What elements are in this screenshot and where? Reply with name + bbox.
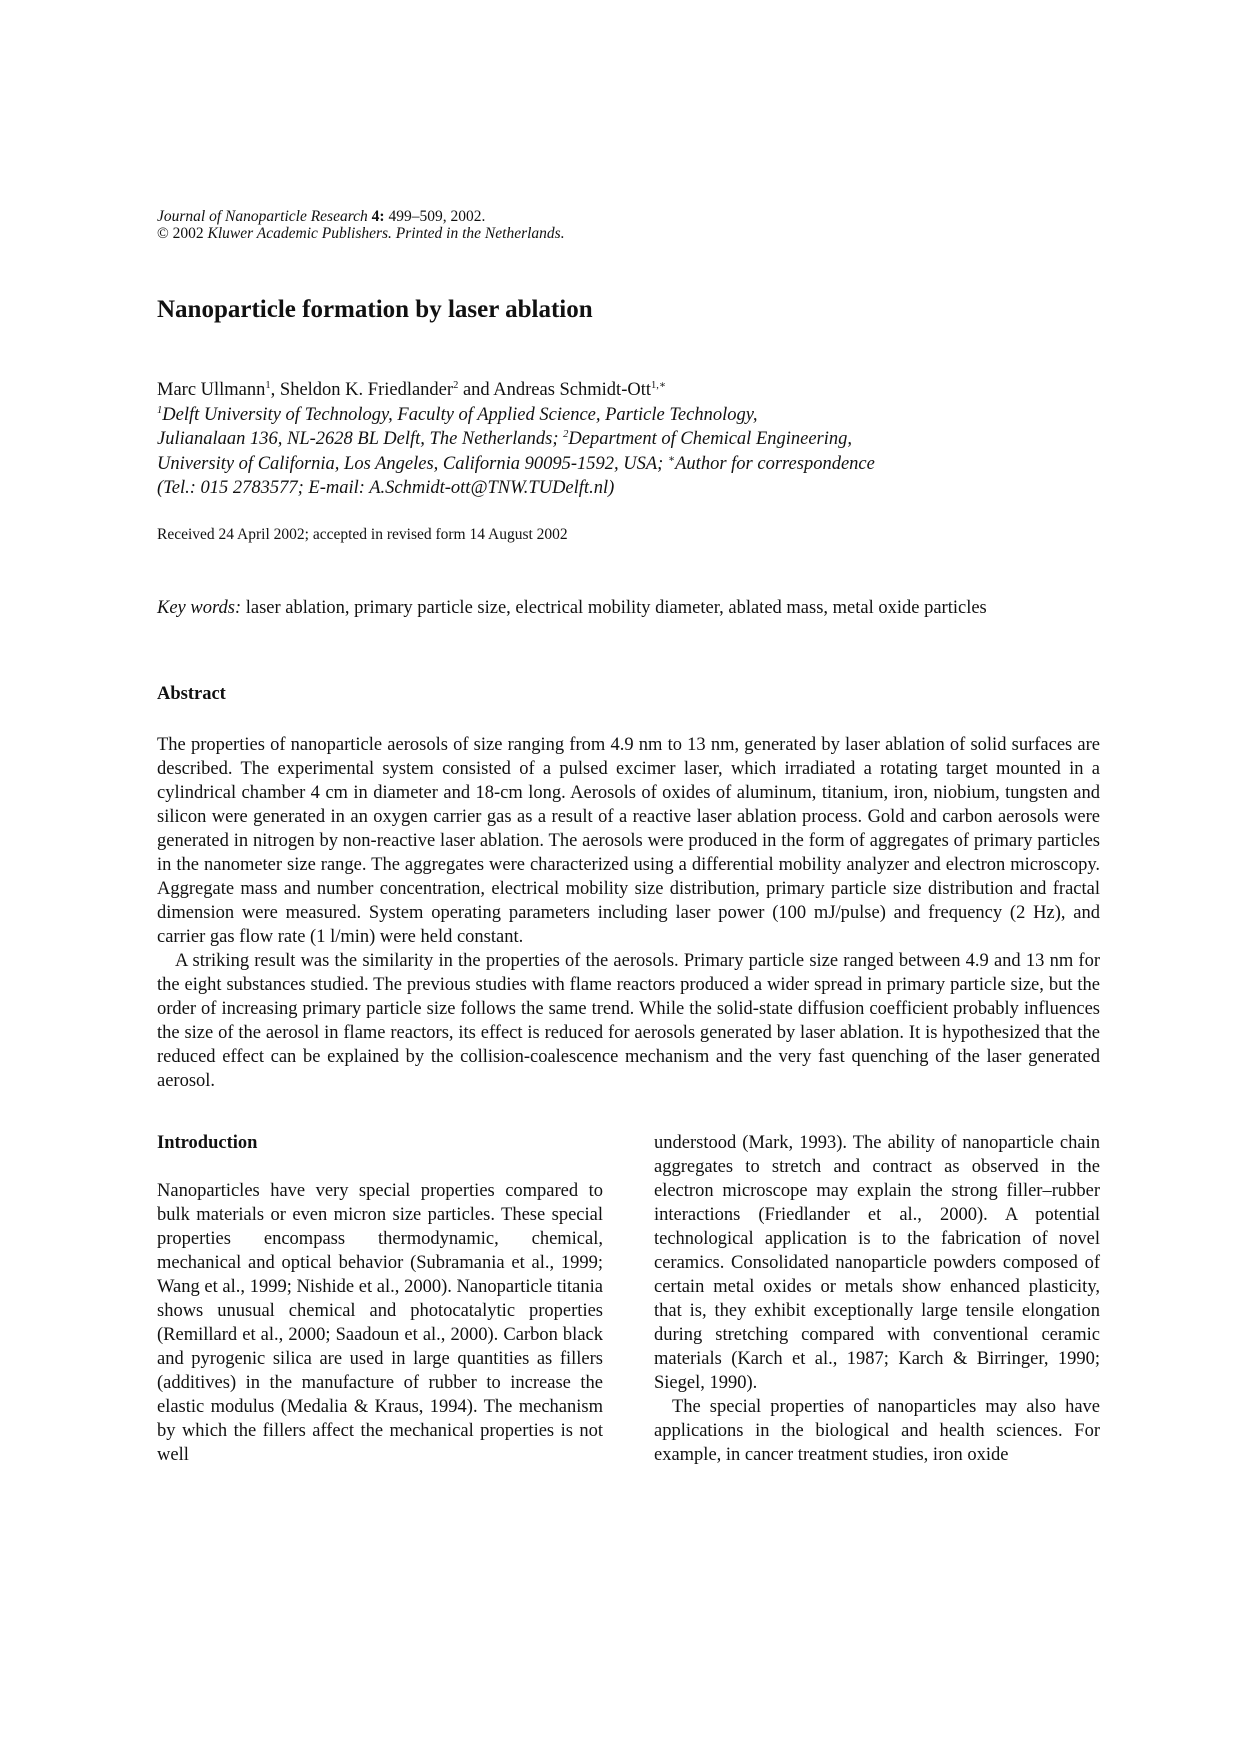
left-column <box>157 1131 603 1467</box>
introduction-heading: Introduction <box>157 1133 258 1153</box>
abstract-paragraph-2: A striking result was the similarity in the properties of the aerosols. Primary particle size ranged between 4.9 and 13 nm for the eight substances studied. The previous studies with flame reactors produced a wider spread in primary particle size, but the order of increasing primary particle size follows the same trend. While the solid-state diffusion coefficient probably influences the size of the aerosol in flame reactors, its effect is reduced for aerosols generated by laser ablation. It is hypothesized that the reduced effect can be explained by the collision-coalescence mechanism and the very fast quenching of the laser generated aerosol. <box>157 951 1100 1091</box>
affiliation-2-text: Department of Chemical Engineering, <box>568 429 853 449</box>
keywords-text: laser ablation, primary particle size, electrical mobility diameter, ablated mass, metal oxide particles <box>241 598 987 618</box>
journal-header <box>157 208 565 242</box>
introduction-paragraph-1-cont: understood (Mark, 1993). The ability of nanoparticle chain aggregates to stretch and contract as observed in the electron microscope may explain the strong filler–rubber interactions (Friedlander et al., 2000). A potential technological application is to the fabrication of novel ceramics. Consolidated nanoparticle powders composed of certain metal oxides or metals show enhanced plasticity, that is, they exhibit exceptionally large tensile elongation during stretching compared with conventional ceramic materials (Karch et al., 1987; Karch & Birringer, 1990; Siegel, 1990). <box>654 1133 1100 1393</box>
author-1-affiliation: 1 <box>265 379 271 391</box>
abstract-paragraph-1: The properties of nanoparticle aerosols of size ranging from 4.9 nm to 13 nm, generated by laser ablation of solid surfaces are described. The experimental system consisted of a pulsed excimer laser, which irradiated a rotating target mounted in a cylindrical chamber 4 cm in diameter and 18-cm long. Aerosols of oxides of aluminum, titanium, iron, niobium, tungsten and silicon were generated in an oxygen carrier gas as a result of a reactive laser ablation process. Gold and carbon aerosols were generated in nitrogen by non-reactive laser ablation. The aerosols were produced in the form of aggregates of primary particles in the nanometer size range. The aggregates were characterized using a differential mobility analyzer and electron microscopy. Aggregate mass and number concentration, electrical mobility size distribution, primary particle size distribution and fractal dimension were measured. System operating parameters including laser power (100 mJ/pulse) and frequency (2 Hz), and carrier gas flow rate (1 l/min) were held constant. <box>157 735 1100 947</box>
right-column <box>654 1131 1100 1467</box>
copyright-text: Kluwer Academic Publishers. Printed in the Netherlands. <box>207 225 565 242</box>
author-block <box>157 378 875 501</box>
abstract-body <box>157 733 1100 1093</box>
author-3-affiliation: 1,∗ <box>651 379 667 391</box>
keywords-label: Key words: <box>157 598 242 618</box>
abstract-heading: Abstract <box>157 684 226 704</box>
correspondence-text: Author for correspondence <box>675 453 875 474</box>
journal-citation <box>157 208 565 225</box>
affiliation-3-address: University of California, Los Angeles, California 90095-1592, USA; <box>157 453 668 474</box>
journal-copyright <box>157 225 565 242</box>
author-2-affiliation: 2 <box>453 379 459 391</box>
author-list <box>157 378 875 403</box>
contact-line: (Tel.: 015 2783577; E-mail: A.Schmidt-ott@TNW.TUDelft.nl) <box>157 478 615 498</box>
affiliation-line-3 <box>157 452 875 477</box>
affiliation-1-text: Delft University of Technology, Faculty of Applied Science, Particle Technology, <box>162 404 758 425</box>
journal-volume: 4: <box>371 208 385 225</box>
paper-title: Nanoparticle formation by laser ablation <box>157 296 593 323</box>
affiliation-line-1 <box>157 403 875 428</box>
affiliation-line-2 <box>157 427 875 452</box>
author-3: and Andreas Schmidt-Ott <box>458 380 651 400</box>
journal-name: Journal of Nanoparticle Research <box>157 208 368 225</box>
affiliation-1-marker: 1 <box>157 404 163 416</box>
copyright-prefix: © 2002 <box>157 225 204 242</box>
author-2: , Sheldon K. Friedlander <box>270 380 454 400</box>
introduction-paragraph-1: Nanoparticles have very special properties compared to bulk materials or even micron size particles. These special properties encompass thermodynamic, chemical, mechanical and optical behavior (Subramania et al., 1999; Wang et al., 1999; Nishide et al., 2000). Nanoparticle titania shows unusual chemical and photocatalytic properties (Remillard et al., 2000; Saadoun et al., 2000). Carbon black and pyrogenic silica are used in large quantities as fillers (additives) in the manufacture of rubber to increase the elastic modulus (Medalia & Kraus, 1994). The mechanism by which the fillers affect the mechanical properties is not well <box>157 1181 603 1465</box>
introduction-paragraph-2: The special properties of nanoparticles may also have applications in the biological and health sciences. For example, in cancer treatment studies, iron oxide <box>654 1397 1100 1465</box>
keywords-line <box>157 598 987 619</box>
correspondence-marker: ∗ <box>667 453 676 465</box>
received-dates: Received 24 April 2002; accepted in revised form 14 August 2002 <box>157 526 568 543</box>
journal-pages-year: 499–509, 2002. <box>388 208 486 225</box>
affiliation-2-marker: 2 <box>563 428 569 440</box>
author-1: Marc Ullmann <box>157 380 266 400</box>
affiliation-2-address: Julianalaan 136, NL-2628 BL Delft, The Netherlands; <box>157 429 564 449</box>
